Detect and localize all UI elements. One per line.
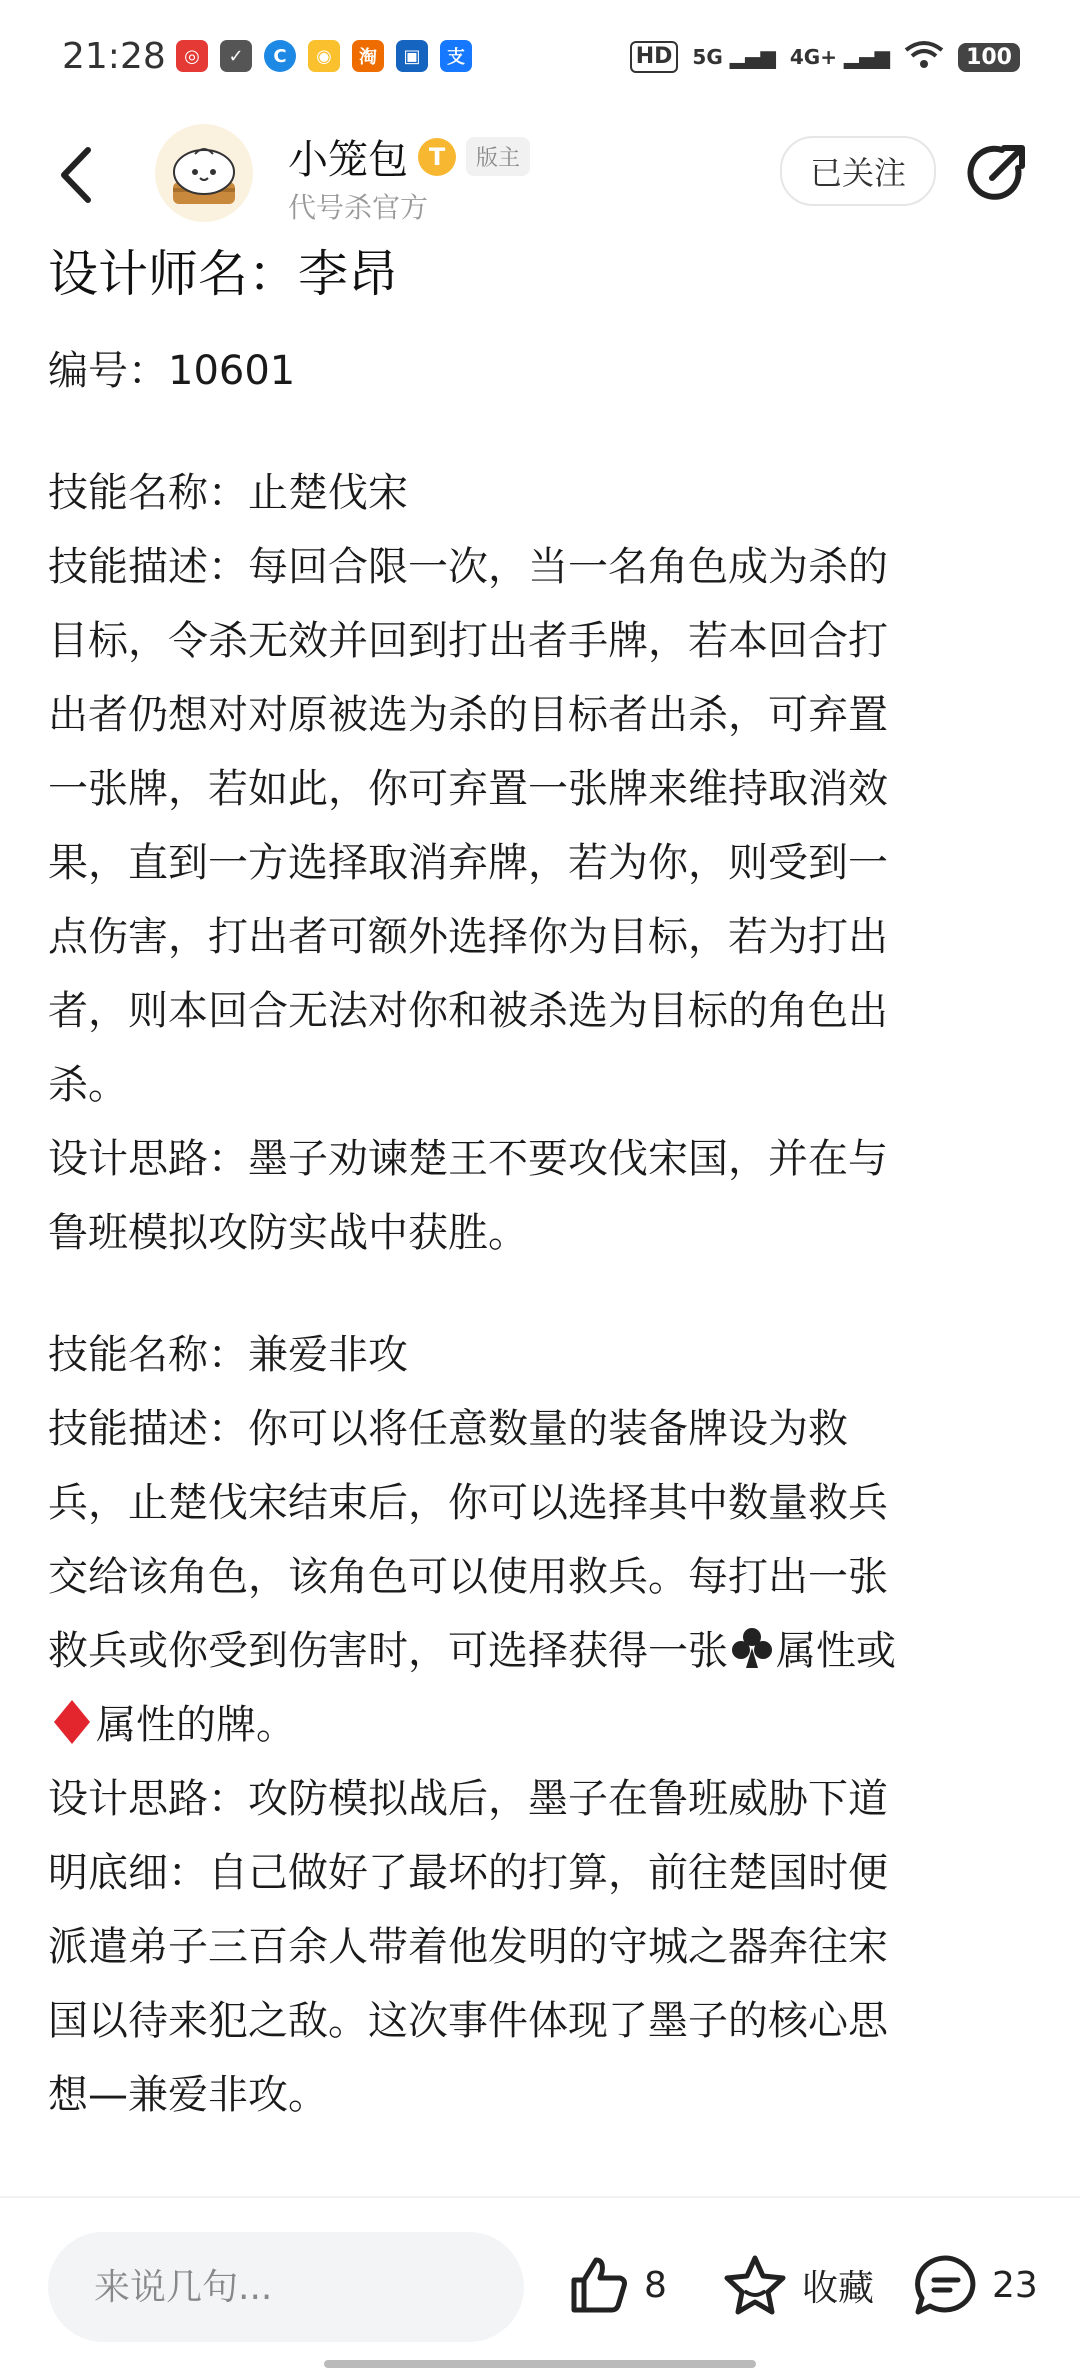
- battery-icon: 100: [958, 43, 1020, 72]
- author-name[interactable]: 小笼包: [288, 137, 408, 183]
- bun-mascot-icon: [155, 124, 253, 222]
- status-indicators: [630, 40, 1020, 74]
- status-bar: [0, 0, 1080, 120]
- skill-desc-line: 交给该角色，该角色可以使用救兵。每打出一张: [48, 1554, 888, 1600]
- netease-music-icon: ◎: [176, 40, 208, 72]
- design-idea-line: 派遣弟子三百余人带着他发明的守城之器奔往宋: [48, 1924, 888, 1970]
- star-icon: [720, 2252, 790, 2318]
- post-header: [0, 118, 1080, 238]
- back-button[interactable]: [48, 140, 108, 210]
- post-title: 设计师名：李昂: [48, 245, 398, 303]
- shopping-app-icon: 淘: [352, 40, 384, 72]
- wifi-icon: [904, 40, 944, 74]
- skill-desc-line: 者，则本回合无法对你和被杀选为目标的角色出: [48, 988, 888, 1034]
- home-indicator[interactable]: [324, 2360, 756, 2368]
- chevron-left-icon: [48, 140, 108, 210]
- favorite-button[interactable]: [720, 2252, 874, 2318]
- like-button[interactable]: [566, 2252, 667, 2318]
- skill-desc-line: 果，直到一方选择取消弃牌，若为你，则受到一: [48, 840, 888, 886]
- thumbs-up-icon: [566, 2252, 632, 2318]
- role-badge: 版主: [466, 137, 530, 176]
- skill-desc-line: 目标，令杀无效并回到打出者手牌，若本回合打: [48, 618, 888, 664]
- share-icon: [962, 138, 1032, 208]
- comment-icon: [912, 2252, 980, 2318]
- comment-button[interactable]: [912, 2252, 1038, 2318]
- favorite-label: 收藏: [802, 2267, 875, 2309]
- notification-icons: [176, 40, 472, 72]
- task-check-icon: ✓: [220, 40, 252, 72]
- design-idea-line: 国以待来犯之敌。这次事件体现了墨子的核心思: [48, 1998, 888, 2044]
- comment-input[interactable]: [48, 2232, 494, 2342]
- level-badge: T: [418, 138, 456, 176]
- skill-desc-line: 技能描述：每回合限一次，当一名角色成为杀的: [48, 544, 888, 590]
- skill-name: 技能名称：兼爱非攻: [48, 1332, 408, 1378]
- post-content: [48, 238, 1038, 2132]
- status-time: 21:28: [62, 36, 166, 77]
- follow-button[interactable]: 已关注: [780, 136, 936, 206]
- hd-voice-icon: HD: [630, 41, 679, 73]
- skill-desc-line: 救兵或你受到伤害时，可选择获得一张 属性或: [48, 1614, 1038, 1688]
- author-subtitle: 代号杀官方: [288, 191, 429, 224]
- design-idea-line: 想—兼爱非攻。: [48, 2072, 328, 2118]
- like-count: 8: [644, 2264, 667, 2306]
- alipay-icon: 支: [440, 40, 472, 72]
- bottom-action-bar: [0, 2196, 1080, 2378]
- avatar[interactable]: [155, 124, 253, 222]
- chat-app-icon: ▣: [396, 40, 428, 72]
- author-name-row: [288, 128, 530, 185]
- comment-box[interactable]: [48, 2232, 524, 2342]
- design-idea-line: 设计思路：攻防模拟战后，墨子在鲁班威胁下道: [48, 1776, 888, 1822]
- design-idea-line: 设计思路：墨子劝谏楚王不要攻伐宋国，并在与: [48, 1136, 888, 1182]
- design-idea-line: 鲁班模拟攻防实战中获胜。: [48, 1210, 528, 1256]
- skill-desc-line: 点伤害，打出者可额外选择你为目标，若为打出: [48, 914, 888, 960]
- skill-desc-line: 杀。: [48, 1062, 128, 1108]
- signal-5g-icon: 5G ▂▄▆: [692, 45, 776, 69]
- share-button[interactable]: [962, 138, 1032, 208]
- skill-desc-line: 兵，止楚伐宋结束后，你可以选择其中数量救兵: [48, 1480, 888, 1526]
- signal-4g-icon: 4G+ ▂▄▆: [789, 45, 891, 69]
- weibo-icon: ◉: [308, 40, 340, 72]
- post-id-line: 编号：10601: [48, 348, 296, 394]
- diamond-suit-icon: [48, 1698, 96, 1746]
- browser-icon: C: [264, 40, 296, 72]
- comment-count: 23: [992, 2264, 1038, 2306]
- club-suit-icon: [728, 1624, 776, 1672]
- skill-desc-line: 出者仍想对对原被选为杀的目标者出杀，可弃置: [48, 692, 888, 738]
- skill-name: 技能名称：止楚伐宋: [48, 470, 408, 516]
- design-idea-line: 明底细：自己做好了最坏的打算，前往楚国时便: [48, 1850, 888, 1896]
- skill-desc-line: 属性的牌。: [48, 1688, 1038, 1762]
- skill-desc-line: 一张牌，若如此，你可弃置一张牌来维持取消效: [48, 766, 888, 812]
- skill-desc-line: 技能描述：你可以将任意数量的装备牌设为救: [48, 1406, 848, 1452]
